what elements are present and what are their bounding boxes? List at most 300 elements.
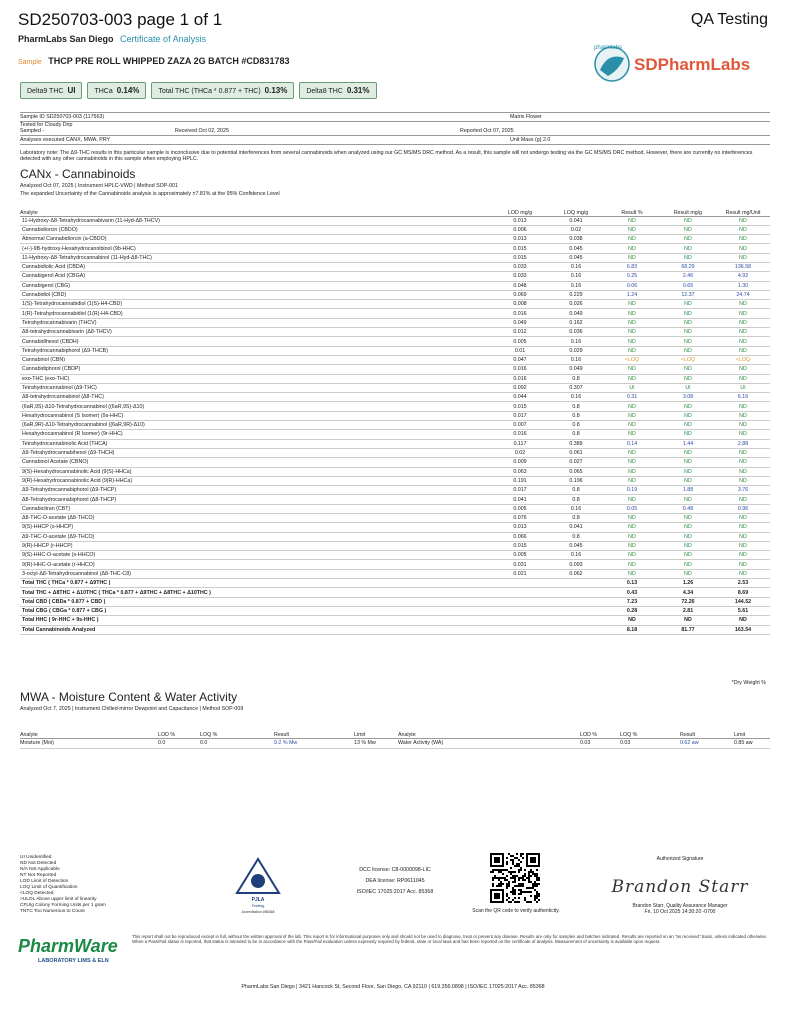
pill-delta9-thc: Delta9 THC UI — [20, 82, 82, 99]
mwa-cell: 0.62 aw — [680, 738, 734, 748]
table-row — [20, 448, 770, 457]
table-cell: 0.05 — [604, 504, 660, 513]
table-cell — [492, 606, 548, 615]
table-cell: 0.049 — [548, 309, 604, 318]
table-cell: ND — [660, 244, 716, 253]
mwa-header-cell: LOQ % — [620, 724, 680, 738]
table-row — [20, 421, 770, 430]
analyte-name: Hexahydrocannabinol (R Isomer) (9r-HHC) — [20, 430, 492, 439]
table-cell: ND — [604, 365, 660, 374]
table-cell: ND — [604, 514, 660, 523]
table-cell: 1.44 — [660, 439, 716, 448]
table-cell: 0.016 — [492, 365, 548, 374]
table-row — [20, 216, 770, 225]
table-cell: ND — [716, 411, 770, 420]
analyte-name: 11-Hydroxy-Δ8-Tetrahydrocannabinol (11-Hyd-Δ8-THC) — [20, 253, 492, 262]
unit-mass: Unit Mass (g) 2.0 — [510, 137, 551, 143]
total-row — [20, 579, 770, 588]
table-cell: ND — [716, 337, 770, 346]
table-cell: 0.017 — [492, 486, 548, 495]
table-row — [20, 318, 770, 327]
legend-item: LOQ Limit of Quantification — [20, 885, 78, 890]
table-cell: 0.013 — [492, 523, 548, 532]
analyte-name: Cannabidiol (CBD) — [20, 290, 492, 299]
table-cell: 0.13 — [604, 579, 660, 588]
table-cell: 0.031 — [492, 560, 548, 569]
certificate-label: Certificate of Analysis — [120, 34, 207, 44]
table-row — [20, 486, 770, 495]
table-row — [20, 504, 770, 513]
table-cell: 0.19 — [604, 486, 660, 495]
table-row — [20, 355, 770, 364]
table-cell: ND — [716, 551, 770, 560]
table-cell: 0.026 — [548, 300, 604, 309]
table-row — [20, 551, 770, 560]
analyte-name: Δ9-Tetrahydrocannabiphorol (Δ9-THCP) — [20, 486, 492, 495]
table-row — [20, 365, 770, 374]
signed-timestamp: Fri, 10 Oct 2025 14:30:20 -0700 — [644, 909, 716, 915]
table-cell: 0.015 — [492, 541, 548, 550]
table-cell: ND — [660, 560, 716, 569]
table-cell: 0.069 — [492, 290, 548, 299]
table-cell: 0.062 — [548, 569, 604, 578]
table-cell: 0.048 — [492, 281, 548, 290]
table-cell: 0.14 — [604, 439, 660, 448]
table-cell: ND — [660, 402, 716, 411]
table-cell: ND — [660, 225, 716, 234]
table-cell — [548, 616, 604, 625]
canx-uncertainty: The expanded Uncertainty of the Cannabinoids analysis is approximately ±7.81% at the 95% Confidence Level — [20, 191, 280, 197]
svg-text:LABORATORY LIMS & ELN: LABORATORY LIMS & ELN — [38, 958, 109, 964]
table-cell: 0.033 — [492, 272, 548, 281]
table-cell: 0.013 — [492, 216, 548, 225]
analyte-name: Tetrahydrocannabinolic Acid (THCA) — [20, 439, 492, 448]
table-cell: ND — [716, 421, 770, 430]
table-cell: ND — [604, 551, 660, 560]
table-cell — [548, 606, 604, 615]
table-cell: ND — [660, 235, 716, 244]
table-row — [20, 253, 770, 262]
reported: Reported Oct 07, 2025 — [460, 128, 514, 134]
table-cell: ND — [660, 532, 716, 541]
analyte-name: Total Cannabinoids Analyzed — [20, 625, 492, 634]
svg-text:Accreditation #85368: Accreditation #85368 — [241, 910, 275, 914]
canx-header-cell: Result mg/g — [660, 202, 716, 216]
table-cell: 0.48 — [660, 504, 716, 513]
signer-name: Brandon Starr, Quality Assurance Manager — [632, 903, 728, 909]
table-cell: ND — [604, 337, 660, 346]
table-cell: <LOQ — [660, 355, 716, 364]
mwa-header-cell: Analyte — [398, 724, 580, 738]
table-cell: ND — [716, 569, 770, 578]
canx-header-cell: Result mg/Unit — [716, 202, 770, 216]
table-cell: ND — [716, 216, 770, 225]
mwa-meta: Analyzed Oct 7, 2025 | Instrument Chilled-mirror Dewpoint and Capacitance | Method SOP-009 — [20, 706, 244, 712]
table-cell — [548, 579, 604, 588]
mwa-cell: 0.0 — [158, 738, 200, 748]
received: Received Oct 02, 2025 — [175, 128, 229, 134]
mwa-cell: Water Activity (WA) — [398, 738, 580, 748]
table-cell: ND — [716, 532, 770, 541]
total-row — [20, 588, 770, 597]
table-cell: ND — [716, 235, 770, 244]
table-cell — [492, 579, 548, 588]
table-row — [20, 244, 770, 253]
table-cell: ND — [716, 430, 770, 439]
table-row — [20, 393, 770, 402]
table-cell: ND — [604, 411, 660, 420]
table-cell: ND — [716, 244, 770, 253]
table-row — [20, 337, 770, 346]
table-cell: 0.038 — [548, 235, 604, 244]
table-cell: 5.61 — [716, 606, 770, 615]
table-cell: ND — [716, 318, 770, 327]
divider — [20, 144, 770, 145]
table-cell: 4.34 — [660, 588, 716, 597]
table-cell: 72.26 — [660, 597, 716, 606]
table-cell: ND — [660, 374, 716, 383]
table-cell: 0.16 — [548, 262, 604, 271]
analyte-name: Δ8-tetrahydrocannabivarin (Δ8-THCV) — [20, 328, 492, 337]
table-row — [20, 532, 770, 541]
table-cell: 0.162 — [548, 318, 604, 327]
disclaimer: This report shall not be reproduced except in full, without the written approval of the lab. This report is for informational purposes only and should not be used to diagnose, treat or prevent any disease. Results are only for samples and batches indicated. Results are reported on an "as received" basis, unless indicated otherwise. When a Pass/Fail status is reported, that status is intended to be in accordance with the Pass/Fail evaluation unless expressly required by federal, state or local laws and has been reported on the certificate of analysis. Measurement of uncertainty is available upon request. — [132, 934, 768, 944]
analyte-name: (6aR,9S)-Δ10-Tetrahydrocannabinol ((6aR,9S)-Δ10) — [20, 402, 492, 411]
authorized-signature-label: Authorized Signature — [656, 856, 704, 862]
table-cell: <LOQ — [716, 355, 770, 364]
table-cell: 0.006 — [492, 225, 548, 234]
analyte-name: Cannabinol (CBN) — [20, 355, 492, 364]
table-row — [20, 374, 770, 383]
mwa-header-cell: Analyte — [20, 724, 158, 738]
table-cell: 6.83 — [604, 262, 660, 271]
qr-code[interactable] — [490, 853, 540, 903]
analyte-name: 9(S)-HHCP (s-HHCP) — [20, 523, 492, 532]
table-cell: ND — [716, 328, 770, 337]
analyte-name: Abnormal Cannabidiorcin (a-CBDO) — [20, 235, 492, 244]
table-cell: ND — [716, 495, 770, 504]
table-cell: 163.54 — [716, 625, 770, 634]
table-cell: ND — [604, 253, 660, 262]
lab-note: Laboratory note: The Δ9-THC results in this particular sample is inconclusive due to potential interferences from several cannabinoids when analyzed using our GC MS/MS DRC method. As a result, this sample will not undergo testing via the GC MS/MS DRC method. However, there are currently no interferences detected with any other cannabinoids in this sample when employing HPLC. — [20, 150, 753, 162]
table-cell: 0.16 — [548, 393, 604, 402]
canx-analysis-info: Analyzed Oct 07, 2025 | Instrument HPLC-VWD | Method SOP-001 — [20, 183, 178, 189]
table-cell: ND — [604, 430, 660, 439]
table-cell: ND — [604, 421, 660, 430]
table-cell: ND — [716, 560, 770, 569]
table-row — [20, 383, 770, 392]
mwa-section-title: MWA - Moisture Content & Water Activity — [20, 690, 238, 704]
analyte-name: Hexahydrocannabinol (S Isomer) (9s-HHC) — [20, 411, 492, 420]
logo-small-text: pharmlabs — [594, 45, 623, 51]
analyte-name: Tetrahydrocannabivarin (THCV) — [20, 318, 492, 327]
table-cell: ND — [604, 374, 660, 383]
legend-item: N/A Not Applicable — [20, 867, 60, 872]
table-cell: 0.16 — [548, 551, 604, 560]
analyte-name: 3-octyl-Δ8-Tetrahydrocannabinol (Δ8-THC-C8) — [20, 569, 492, 578]
analyte-name: Cannabigerol Acid (CBGA) — [20, 272, 492, 281]
table-cell: 0.041 — [492, 495, 548, 504]
table-cell: ND — [660, 216, 716, 225]
analyte-name: Tetrahydrocannabinol (Δ9-THC) — [20, 383, 492, 392]
table-cell: ND — [660, 476, 716, 485]
canx-meta — [20, 182, 280, 198]
table-cell — [492, 625, 548, 634]
legend-item: LOD Limit of Detection — [20, 879, 69, 884]
analyte-name: Δ8-THC-O-acetate (Δ8-THCO) — [20, 514, 492, 523]
table-row — [20, 328, 770, 337]
table-cell: 0.8 — [548, 421, 604, 430]
canx-header-cell: Result % — [604, 202, 660, 216]
mwa-cell: 9.2 % Mw — [274, 738, 354, 748]
pill-thca: THCa 0.14% — [87, 82, 146, 99]
report-title: SD250703-003 page 1 of 1 — [18, 10, 223, 29]
table-row — [20, 523, 770, 532]
table-cell: 0.036 — [548, 328, 604, 337]
table-cell: ND — [660, 337, 716, 346]
table-row — [20, 309, 770, 318]
table-cell: ND — [660, 421, 716, 430]
table-cell: 0.013 — [492, 235, 548, 244]
table-cell: ND — [716, 225, 770, 234]
table-cell: <LOQ — [604, 355, 660, 364]
divider — [20, 112, 770, 113]
table-cell: 0.015 — [492, 402, 548, 411]
table-cell — [548, 597, 604, 606]
table-cell: 144.52 — [716, 597, 770, 606]
lab-name: PharmLabs San Diego — [18, 34, 114, 44]
table-cell — [492, 588, 548, 597]
table-cell: 0.8 — [548, 430, 604, 439]
table-cell: ND — [660, 411, 716, 420]
canx-header-cell: Analyte — [20, 202, 492, 216]
analyte-name: Δ8-Tetrahydrocannabiphorol (Δ8-THCP) — [20, 495, 492, 504]
matrix: Matrix Flower — [510, 114, 542, 120]
total-row — [20, 616, 770, 625]
analyte-name: Cannabinol Acetate (CBNO) — [20, 458, 492, 467]
cannabinoid-table — [20, 202, 770, 635]
table-cell: 2.88 — [716, 439, 770, 448]
table-cell: 0.8 — [548, 532, 604, 541]
table-cell: 0.8 — [548, 514, 604, 523]
analyte-name: 9(S)-HHC-O-acetate (s-HHCO) — [20, 551, 492, 560]
table-cell: ND — [660, 430, 716, 439]
table-cell: 0.047 — [492, 355, 548, 364]
analyte-name: Cannabidihexol (CBDH) — [20, 337, 492, 346]
table-cell: ND — [660, 551, 716, 560]
divider — [20, 135, 770, 136]
table-cell: ND — [660, 495, 716, 504]
table-row — [20, 495, 770, 504]
table-row — [20, 467, 770, 476]
pharmware-logo — [18, 933, 128, 967]
table-row — [20, 560, 770, 569]
analyte-name: 9(S)-Hexahydrocannabinolic Acid (9(S)-HHCa) — [20, 467, 492, 476]
table-cell: ND — [604, 495, 660, 504]
table-cell: 4.92 — [716, 272, 770, 281]
table-cell: ND — [604, 225, 660, 234]
table-cell: 8.18 — [604, 625, 660, 634]
table-cell: 0.005 — [492, 551, 548, 560]
analyte-name: Total CBD ( CBDa * 0.877 + CBD ) — [20, 597, 492, 606]
qr-caption: Scan the QR code to verify authenticity. — [472, 908, 560, 914]
total-row — [20, 606, 770, 615]
svg-text:Testing: Testing — [251, 903, 265, 908]
table-cell: 0.8 — [548, 402, 604, 411]
sample-label: Sample — [18, 59, 42, 66]
table-cell: 0.016 — [492, 374, 548, 383]
pjla-logo — [233, 857, 283, 915]
analyte-name: 1(S)-Tetrahydrocannabidiol (1(S)-H4-CBD) — [20, 300, 492, 309]
table-cell: 68.29 — [660, 262, 716, 271]
table-cell: 0.06 — [604, 281, 660, 290]
table-cell: 0.021 — [492, 569, 548, 578]
signature: Brandon Starr — [611, 877, 749, 897]
table-row — [20, 290, 770, 299]
table-cell: 1.26 — [660, 579, 716, 588]
table-cell: 0.117 — [492, 439, 548, 448]
dcc-license: DCC license: C8-0000098-LIC — [359, 867, 431, 873]
lab-header — [18, 34, 206, 44]
table-row — [20, 569, 770, 578]
mwa-cell: 0.03 — [620, 738, 680, 748]
table-cell — [492, 616, 548, 625]
table-cell: 0.43 — [604, 588, 660, 597]
sample-id: Sample ID SD250703-003 (117563) — [20, 114, 105, 120]
table-cell: ND — [604, 467, 660, 476]
mwa-cell: 0.85 aw — [734, 738, 770, 748]
svg-text:PJLA: PJLA — [251, 897, 265, 903]
analyte-name: 9(R)-HHCP (r-HHCP) — [20, 541, 492, 550]
table-row — [20, 411, 770, 420]
table-cell: ND — [604, 448, 660, 457]
mwa-cell: 0.0 — [200, 738, 274, 748]
table-cell: ND — [604, 532, 660, 541]
table-cell: 0.8 — [548, 374, 604, 383]
table-cell: 0.066 — [492, 532, 548, 541]
analyte-name: 1(R)-Tetrahydrocannabidiol (1(R)-H4-CBD) — [20, 309, 492, 318]
table-cell: 1.24 — [604, 290, 660, 299]
svg-text:PharmWare: PharmWare — [18, 936, 118, 956]
table-cell: ND — [604, 328, 660, 337]
table-row — [20, 458, 770, 467]
table-cell: 0.049 — [492, 318, 548, 327]
table-cell: ND — [660, 458, 716, 467]
mwa-header-cell: LOQ % — [200, 724, 274, 738]
table-cell: ND — [660, 541, 716, 550]
mwa-cell: Moisture (Moi) — [20, 738, 158, 748]
qa-testing-label: QA Testing — [690, 11, 768, 28]
analyte-name: Cannabigerol (CBG) — [20, 281, 492, 290]
table-cell: ND — [660, 467, 716, 476]
table-cell — [548, 625, 604, 634]
legend-item: CFU/g Colony Forming Units per 1 gram — [20, 903, 106, 908]
total-row — [20, 597, 770, 606]
analyte-name: Total HHC ( 9r-HHC + 9s-HHC ) — [20, 616, 492, 625]
table-cell: 0.65 — [660, 281, 716, 290]
table-cell: ND — [604, 235, 660, 244]
table-cell: 0.16 — [548, 272, 604, 281]
table-cell: 0.017 — [492, 411, 548, 420]
table-cell: UI — [660, 383, 716, 392]
analyte-name: exo-THC (exo-THC) — [20, 374, 492, 383]
logo-text: SDPharmLabs — [634, 55, 751, 74]
table-cell: 0.389 — [548, 439, 604, 448]
tested-for: Tested for Cloudy Drip — [20, 122, 73, 128]
table-cell: 0.008 — [492, 300, 548, 309]
abbreviation-legend — [20, 855, 106, 915]
analyte-name: 9(R)-Hexahydrocannabinolic Acid (9(R)-HHCa) — [20, 476, 492, 485]
analyte-name: Total THC + Δ8THC + Δ10THC ( THCa * 0.877 + Δ9THC + Δ8THC + Δ10THC ) — [20, 588, 492, 597]
table-cell: ND — [604, 309, 660, 318]
table-row — [20, 476, 770, 485]
table-cell: 0.033 — [492, 262, 548, 271]
table-cell — [548, 588, 604, 597]
table-cell: ND — [604, 402, 660, 411]
canx-header-cell: LOQ mg/g — [548, 202, 604, 216]
table-cell: 0.009 — [492, 458, 548, 467]
table-cell: ND — [604, 318, 660, 327]
table-cell: 0.01 — [492, 346, 548, 355]
table-cell: ND — [716, 402, 770, 411]
table-cell: ND — [660, 514, 716, 523]
table-cell: 0.8 — [548, 486, 604, 495]
table-cell: 0.005 — [492, 337, 548, 346]
mwa-cell: 0.03 — [580, 738, 620, 748]
table-cell: ND — [716, 458, 770, 467]
table-cell: ND — [604, 300, 660, 309]
table-row — [20, 514, 770, 523]
table-cell: 0.25 — [604, 272, 660, 281]
table-cell: 0.02 — [548, 225, 604, 234]
table-cell: ND — [716, 365, 770, 374]
table-cell: ND — [716, 514, 770, 523]
analyte-name: Δ8-tetrahydrocannabinol (Δ8-THC) — [20, 393, 492, 402]
table-row — [20, 300, 770, 309]
table-cell: 0.044 — [492, 393, 548, 402]
total-row — [20, 625, 770, 634]
table-row — [20, 430, 770, 439]
table-cell: ND — [716, 616, 770, 625]
table-cell — [492, 597, 548, 606]
table-row — [20, 281, 770, 290]
legend-item: <LOQ Detected — [20, 891, 54, 896]
table-cell: 0.96 — [716, 504, 770, 513]
mwa-header-cell: LOD % — [158, 724, 200, 738]
table-cell: ND — [660, 448, 716, 457]
table-cell: ND — [604, 616, 660, 625]
mwa-header-cell: Limit — [354, 724, 398, 738]
sampled: Sampled - — [20, 128, 45, 134]
table-cell: 0.8 — [548, 495, 604, 504]
summary-pills — [20, 82, 377, 99]
table-cell: 0.092 — [492, 383, 548, 392]
moisture-table — [20, 724, 770, 749]
table-cell: 1.88 — [660, 486, 716, 495]
table-cell: 0.007 — [492, 421, 548, 430]
table-row — [20, 262, 770, 271]
table-cell: ND — [660, 300, 716, 309]
analyte-name: 11-Hydroxy-Δ8-Tetrahydrocannabivarin (11-Hyd-Δ8-THCV) — [20, 216, 492, 225]
table-cell: 0.196 — [548, 476, 604, 485]
table-cell: ND — [660, 328, 716, 337]
table-cell: 0.029 — [548, 346, 604, 355]
mwa-header-cell: Limit — [734, 724, 770, 738]
table-row — [20, 541, 770, 550]
analyte-name: Cannabidiphorol (CBDP) — [20, 365, 492, 374]
table-row — [20, 346, 770, 355]
table-row — [20, 272, 770, 281]
